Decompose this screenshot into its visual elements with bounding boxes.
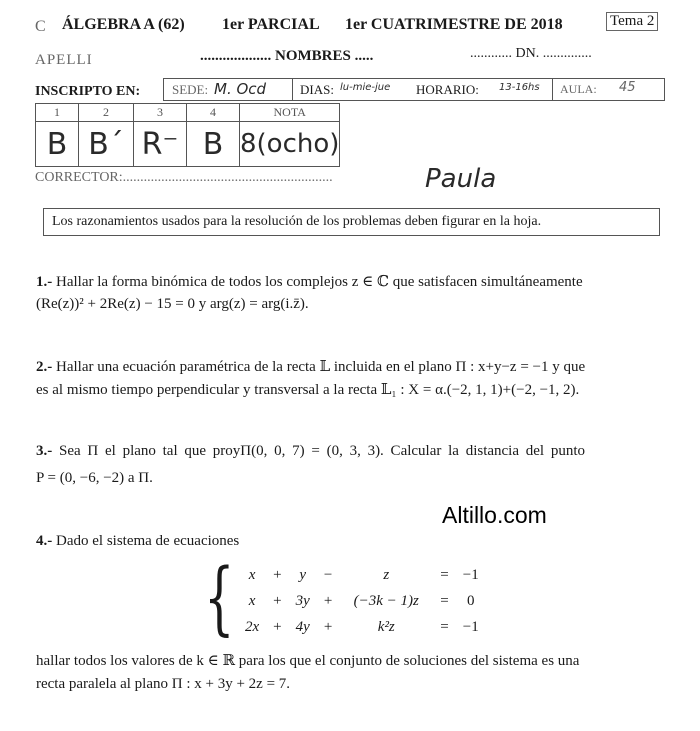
problem-number: 3.- <box>36 443 53 459</box>
grade-header: NOTA <box>240 104 340 122</box>
problem-4 <box>36 533 239 550</box>
equation-row <box>238 614 486 640</box>
term: (−3k − 1)z <box>353 592 419 609</box>
problem-number: 1.- <box>36 274 53 290</box>
problem-text: Hallar una ecuación paramétrica de la recta 𝕃 incluida en el plano Π : x+y−z = −1 y que <box>56 359 586 375</box>
dni-label: ............ DN. .............. <box>470 46 592 61</box>
term-title: 1er CUATRIMESTRE DE 2018 <box>345 16 563 33</box>
closing-line-1: hallar todos los valores de k ∈ ℝ para los que el conjunto de soluciones del sistema es una <box>36 653 580 669</box>
nombres-label: ................... NOMBRES ..... <box>200 48 374 64</box>
apellido-label: APELLI <box>35 52 93 68</box>
grade-value: R⁻ <box>134 122 187 167</box>
term: 3y <box>295 592 310 609</box>
aula-label: AULA: <box>560 82 597 96</box>
problem-number: 4.- <box>36 533 53 549</box>
watermark: Altillo.com <box>442 502 547 528</box>
grade-total: 8(ocho) <box>240 122 340 167</box>
header-prefix: C <box>35 18 46 35</box>
closing-line-2: recta paralela al plano Π : x + 3y + 2z = 7. <box>36 676 291 692</box>
operator: + <box>323 592 333 609</box>
course-title: ÁLGEBRA A (62) <box>62 16 185 33</box>
horario-value: 13-16hs <box>499 82 540 93</box>
term: 4y <box>295 618 310 635</box>
brace-symbol: { <box>204 551 235 644</box>
grade-header: 1 <box>36 104 79 122</box>
sede-label: SEDE: <box>172 82 209 97</box>
grade-header: 3 <box>134 104 187 122</box>
problem-3-line-2: P = (0, −6, −2) a Π. <box>36 470 153 486</box>
grade-header: 4 <box>187 104 240 122</box>
equation-row <box>238 588 486 614</box>
operator: + <box>273 566 282 583</box>
dias-label: DIAS: <box>300 82 334 97</box>
problem-text: Dado el sistema de ecuaciones <box>56 533 240 549</box>
notice-text: Los razonamientos usados para la resolución de los problemas deben figurar en la hoja. <box>52 214 542 229</box>
operator: + <box>323 618 333 635</box>
operator: = <box>440 566 449 583</box>
problem-1 <box>36 272 583 291</box>
grade-value: B <box>36 122 79 167</box>
horario-label: HORARIO: <box>416 82 479 97</box>
problem-2-line-2: es al mismo tiempo perpendicular y transversal a la recta 𝕃₁ : X = α.(−2, 1, 1)+(−2, −1, 2). <box>36 382 580 398</box>
grade-header: 2 <box>79 104 134 122</box>
term: z <box>383 566 390 583</box>
operator: − <box>323 566 333 583</box>
corrector-signature: Paula <box>425 164 497 194</box>
problem-3 <box>36 443 585 460</box>
rhs: −1 <box>462 566 479 583</box>
term: x <box>248 592 256 609</box>
tema-badge: Tema 2 <box>606 12 658 31</box>
equation-row <box>238 562 486 588</box>
problem-text: Sea Π el plano tal que proyΠ(0, 0, 7) = (0, 3, 3). Calcular la distancia del punto <box>59 443 585 459</box>
term: 2x <box>245 618 260 635</box>
grade-value: B´ <box>79 122 134 167</box>
term: k²z <box>377 618 395 635</box>
inscripto-box <box>163 78 665 101</box>
operator: = <box>440 592 449 609</box>
problem-1-line-2: (Re(z))² + 2Re(z) − 15 = 0 y arg(z) = arg(i.z̄). <box>36 296 309 312</box>
aula-value: 45 <box>619 80 636 95</box>
problem-2 <box>36 357 585 376</box>
dias-value: lu-mie-jue <box>340 82 391 93</box>
equation-system <box>238 562 486 640</box>
inscripto-label: INSCRIPTO EN: <box>35 84 141 99</box>
notice-box <box>43 208 660 236</box>
term: x <box>248 566 256 583</box>
exam-title: 1er PARCIAL <box>222 16 320 33</box>
rhs: 0 <box>466 592 475 609</box>
problem-number: 2.- <box>36 359 53 375</box>
operator: + <box>273 592 282 609</box>
corrector-label: CORRECTOR:............................................................ <box>35 170 333 185</box>
rhs: −1 <box>462 618 479 635</box>
sede-value: M. Ocd <box>214 80 267 98</box>
problem-text: Hallar la forma binómica de todos los complejos z ∈ ℂ que satisfacen simultáneamente <box>56 274 583 290</box>
grade-value: B <box>187 122 240 167</box>
operator: = <box>440 618 449 635</box>
operator: + <box>273 618 282 635</box>
grade-table <box>35 103 340 167</box>
term: y <box>299 566 307 583</box>
